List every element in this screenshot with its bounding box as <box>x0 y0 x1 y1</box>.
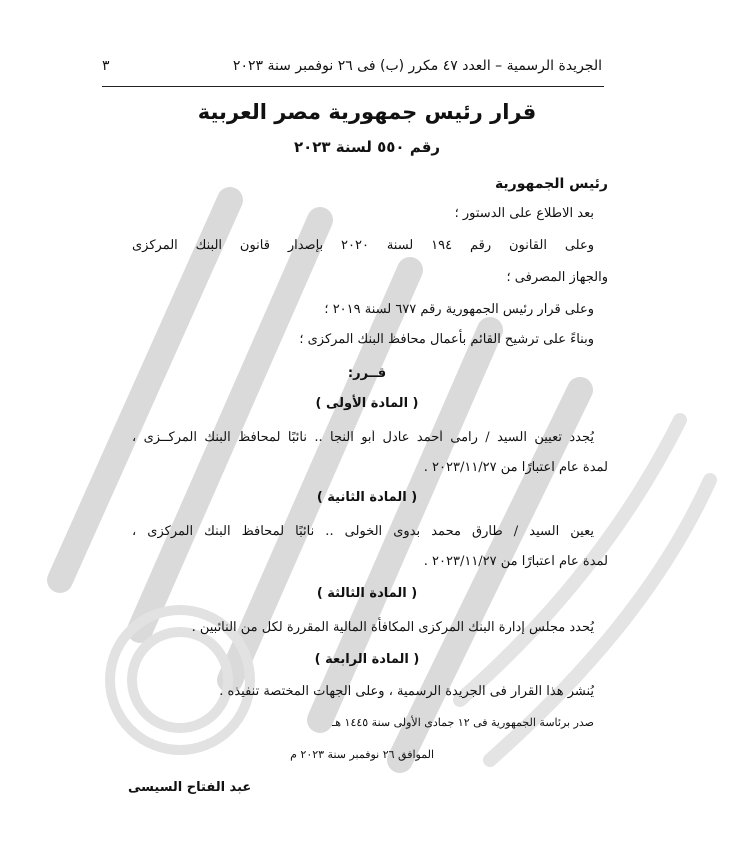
decided-label: قــرر: <box>347 366 387 381</box>
decree-number: رقم ٥٥٠ لسنة ٢٠٢٣ <box>293 138 441 156</box>
article-2-line-2: لمدة عام اعتبارًا من ٢٠٢٣/١١/٢٧ . <box>423 554 608 569</box>
article-3-line-1: يُحدد مجلس إدارة البنك المركزى المكافأة المالية المقررة لكل من النائبين . <box>191 620 594 635</box>
article-3-heading: ( المادة الثالثة ) <box>316 586 418 601</box>
preamble-line-3: والجهاز المصرفى ؛ <box>506 270 608 285</box>
issued-line: صدر برئاسة الجمهورية فى ١٢ جمادى الأولى سنة ١٤٤٥ هـ <box>332 716 594 729</box>
article-4-heading: ( المادة الرابعة ) <box>314 652 420 667</box>
signature-name: عبد الفتاح السيسى <box>128 780 252 795</box>
preamble-line-1: بعد الاطلاع على الدستور ؛ <box>454 206 594 221</box>
article-4-line-1: يُنشر هذا القرار فى الجريدة الرسمية ، وعلى الجهات المختصة تنفيذه . <box>219 684 594 699</box>
article-2-heading: ( المادة الثانية ) <box>316 490 418 505</box>
running-header <box>102 58 602 74</box>
article-2-line-1: يعين السيد / طارق محمد بدوى الخولى .. نائبًا لمحافظ البنك المركزى ، <box>132 524 594 539</box>
corresponding-date-line: الموافق ٢٦ نوفمبر سنة ٢٠٢٣ م <box>290 748 434 761</box>
article-1-line-2: لمدة عام اعتبارًا من ٢٠٢٣/١١/٢٧ . <box>423 460 608 475</box>
preamble-line-4: وعلى قرار رئيس الجمهورية رقم ٦٧٧ لسنة ٢٠١٩ ؛ <box>324 302 594 317</box>
article-1-heading: ( المادة الأولى ) <box>315 396 419 411</box>
article-1-line-1: يُجدد تعيين السيد / رامى أحمد عادل أبو النجا .. نائبًا لمحافظ البنك المركــزى ، <box>132 430 594 445</box>
issuer-heading: رئيس الجمهورية <box>494 176 608 192</box>
preamble-line-2: وعلى القانون رقم ١٩٤ لسنة ٢٠٢٠ بإصدار قانون البنك المركزى <box>132 238 594 253</box>
decree-title: قرار رئيس جمهورية مصر العربية <box>197 100 537 124</box>
header-divider <box>102 86 604 87</box>
page-number: ٣ <box>102 58 110 74</box>
running-title: الجريدة الرسمية – العدد ٤٧ مكرر (ب) فى ٢٦ نوفمبر سنة ٢٠٢٣ <box>232 58 602 74</box>
preamble-line-5: وبناءً على ترشيح القائم بأعمال محافظ البنك المركزى ؛ <box>299 332 594 347</box>
